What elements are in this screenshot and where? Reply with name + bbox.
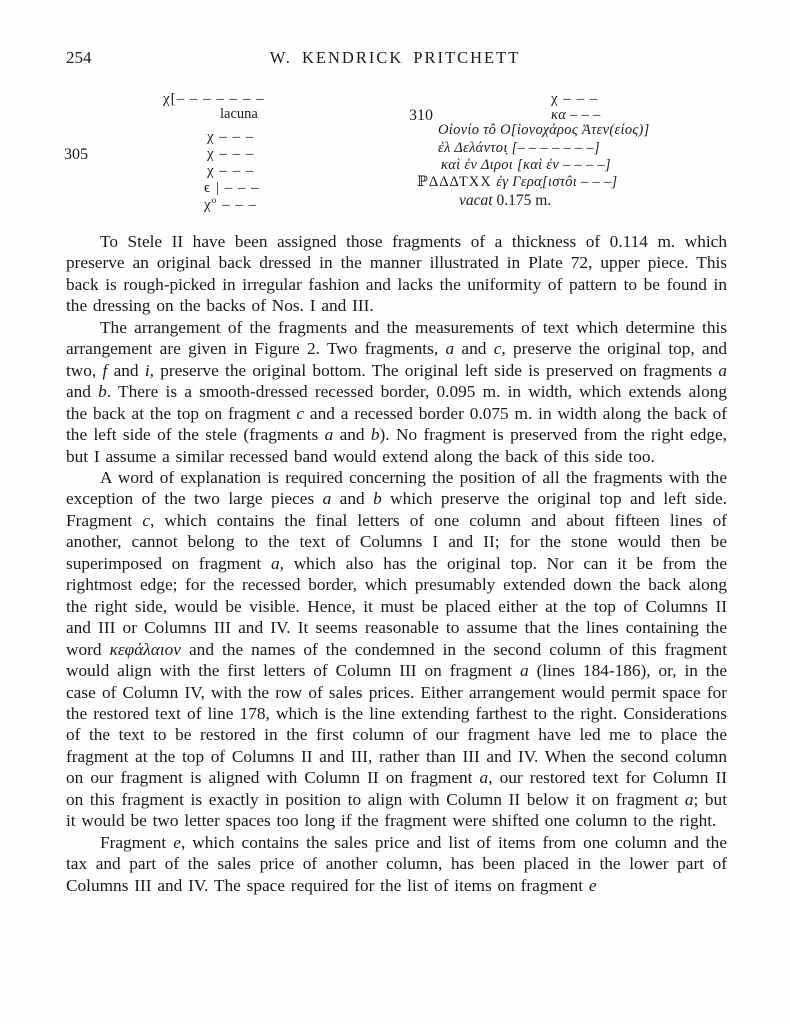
line-number-310: 310 xyxy=(409,107,433,124)
vacat-note: vacat 0.175 m. xyxy=(459,192,552,209)
paragraph-explanation: A word of explanation is required concerning the position of all the fragments with the exception of the two large pieces a and b which preserve the original top and left side. Fragment c, which contains the final letters of one column and about fifteen lines of another, cannot belong to the text of Columns I and II; for the stone would then be superimposed on fragment a, which also has the original top. Nor can it be from the rightmost edge; for the recessed border, which presumably extended down the back along the right side, would be visible. Hence, it must be placed either at the top of Columns II and III or Columns III and IV. It seems reasonable to assume that the lines containing the word κεφάλαιον and the names of the condemned in the second column of this fragment would align with the first letters of Column III on fragment a (lines 184-186), or, in the case of Column IV, with the row of sales prices. Either arrangement would permit space for the restored text of line 178, which is the line extending farthest to the right. Considerations of the text to be restored in the first column of our fragment have led me to place the fragment at the top of Columns II and III, rather than III and IV. When the second column on our fragment is aligned with Column II on fragment a, our restored text for Column II on this fragment is exactly in position to align with Column II below it on fragment a; but it would be two letter spaces too long if the fragment were shifted one column to the right. xyxy=(66,467,728,831)
inscription-fragments xyxy=(0,90,790,232)
inscription-line: καὶ ἐν Διροι [καὶ ἐν – – – –] xyxy=(441,157,611,173)
paragraph-stele-ii: To Stele II have been assigned those fragments of a thickness of 0.114 m. which preserve an original back dressed in the manner illustrated in Plate 72, upper piece. This back is rough-picked in irregular fashion and lacks the uniformity of pattern to be found in the dressing on the backs of Nos. I and III. xyxy=(66,232,727,316)
inscription-line: χ – – – xyxy=(207,163,255,179)
running-head: W. KENDRICK PRITCHETT xyxy=(269,48,521,67)
inscription-line: κα – – – xyxy=(551,107,601,123)
inscription-line: ἐλ Δελάντοι̣ [– – – – – – –] xyxy=(438,140,600,156)
inscription-line: χ[– – – – – – – xyxy=(163,91,265,107)
inscription-line: χ – – – xyxy=(551,91,599,107)
body-text xyxy=(66,231,727,896)
inscription-line: Οἰονίο τô Ο[ἰονοχάρος Ἀτεν(είος)] xyxy=(438,122,650,138)
lacuna-label: lacuna xyxy=(220,106,258,122)
page-number: 254 xyxy=(66,48,92,67)
inscription-line: χ – – – xyxy=(207,146,255,162)
paragraph-fragment-e: Fragment e, which contains the sales price and list of items from one column and the tax and part of the sales price of another column, has been placed in the lower part of Columns III and IV. The space required for the list of items on fragment e xyxy=(66,832,727,895)
inscription-line: χ – – – xyxy=(207,129,255,145)
inscription-line-numerals: ℙΔΔΔΤΧΧ ἐγ Γερα̣[ιστôι – – –] xyxy=(417,174,618,190)
inscription-line: ϵ | – – – xyxy=(204,180,260,196)
line-number-305: 305 xyxy=(64,146,88,163)
paragraph-arrangement: The arrangement of the fragments and the measurements of text which determine this arrangement are given in Figure 2. Two fragments, a and c, preserve the original top, and two, f and i, preserve the original bottom. The original left side is preserved on fragments a and b. There is a smooth-dressed recessed border, 0.095 m. in width, which extends along the back at the top on fragment c and a recessed border 0.075 m. in width along the back of the left side of the stele (fragments a and b). No fragment is preserved from the right edge, but I assume a similar recessed band would extend along the back of this side too. xyxy=(66,317,728,466)
inscription-line: $\chi^o$ – – – xyxy=(204,196,258,213)
